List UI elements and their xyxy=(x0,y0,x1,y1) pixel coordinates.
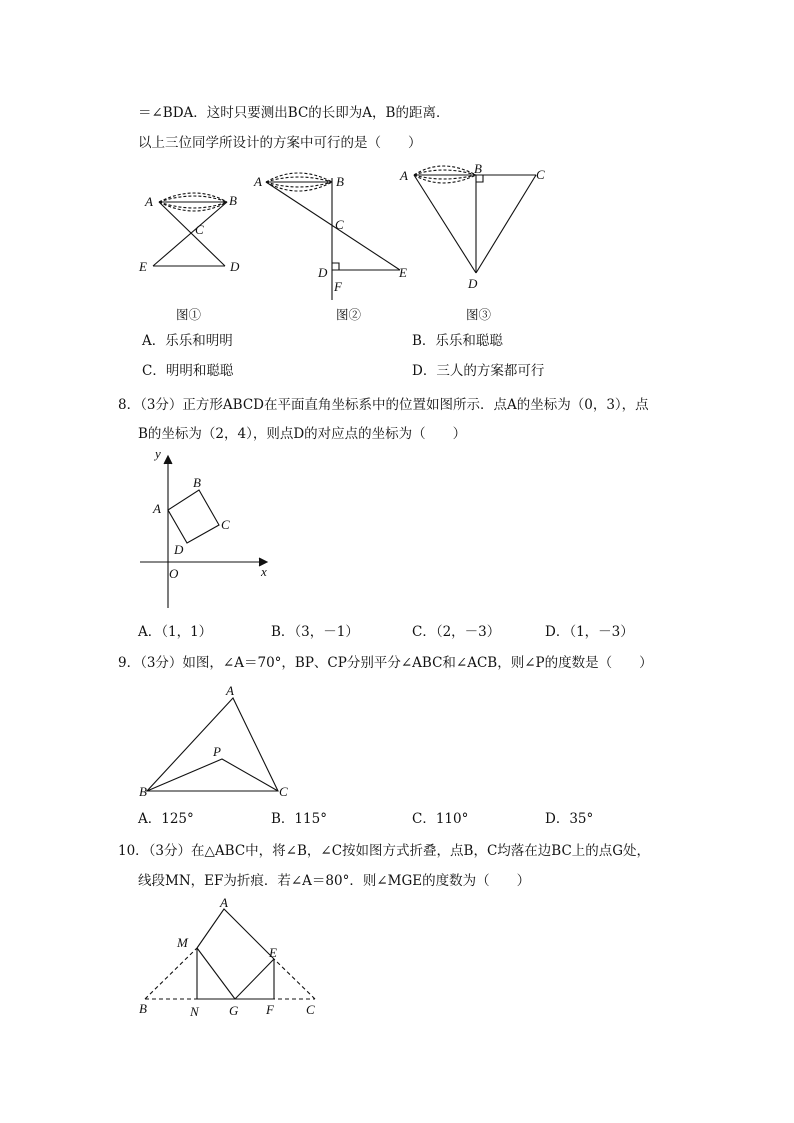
q9-stem-line1: 9．（3分）如图，∠A＝70°，BP、CP分别平分∠ABC和∠ACB，则∠P的度数是（ ） xyxy=(118,655,653,671)
q10-fold-figure xyxy=(135,895,335,1020)
q10-label-f: F xyxy=(266,1002,274,1017)
q10-label-a: A xyxy=(220,895,228,910)
q8-axis-y: y xyxy=(155,446,161,461)
q9-label-c: C xyxy=(279,784,288,799)
q9-option-c[interactable]: C．110° xyxy=(412,811,469,827)
q7-option-a[interactable]: A．乐乐和明明 xyxy=(142,333,233,349)
q7-option-d[interactable]: D．三人的方案都可行 xyxy=(412,363,545,379)
q7-figure-1 xyxy=(135,180,255,280)
fig1-label-b: B xyxy=(229,193,237,208)
q9-label-a: A xyxy=(226,683,234,698)
q7-continuation-line: ＝∠BDA．这时只要测出BC的长即为A，B的距离． xyxy=(138,105,450,121)
q8-option-d[interactable]: D．（1，－3） xyxy=(545,624,634,640)
fig2-label-b: B xyxy=(336,174,344,189)
q9-option-b[interactable]: B．115° xyxy=(271,811,327,827)
q8-origin: O xyxy=(169,566,179,581)
fig2-caption: 图② xyxy=(336,307,362,322)
q8-axis-x: x xyxy=(261,564,267,579)
fig3-label-b: B xyxy=(474,161,482,176)
q10-label-n: N xyxy=(190,1004,199,1019)
fig1-label-d: D xyxy=(230,259,240,274)
fig2-label-e: E xyxy=(399,265,407,280)
fig2-label-c: C xyxy=(335,217,344,232)
q7-option-b[interactable]: B．乐乐和聪聪 xyxy=(412,333,503,349)
q8-option-b[interactable]: B．（3，－1） xyxy=(271,624,359,640)
q10-label-g: G xyxy=(229,1003,239,1018)
q10-stem-line2: 线段MN，EF为折痕．若∠A＝80°．则∠MGE的度数为（ ） xyxy=(138,873,531,889)
q8-option-a[interactable]: A．（1，1） xyxy=(138,624,213,640)
q8-stem-line2: B的坐标为（2，4），则点D的对应点的坐标为（ ） xyxy=(138,426,467,442)
q8-label-b: B xyxy=(193,475,201,490)
fig2-label-f: F xyxy=(334,279,342,294)
q9-option-a[interactable]: A．125° xyxy=(138,811,194,827)
fig2-label-a: A xyxy=(254,174,262,189)
fig3-label-c: C xyxy=(536,167,545,182)
q10-label-e: E xyxy=(269,945,277,960)
fig1-label-c: C xyxy=(195,222,204,237)
q8-option-c[interactable]: C．（2，－3） xyxy=(412,624,501,640)
fig1-label-e: E xyxy=(139,259,147,274)
fig3-label-a: A xyxy=(400,168,408,183)
q9-label-b: B xyxy=(139,784,147,799)
q10-label-b: B xyxy=(139,1001,147,1016)
q7-question-line: 以上三位同学所设计的方案中可行的是（ ） xyxy=(138,135,422,151)
fig3-label-d: D xyxy=(468,276,478,291)
q10-stem-line1: 10．（3分）在△ABC中，将∠B，∠C按如图方式折叠，点B，C均落在边BC上的点G处， xyxy=(118,843,651,859)
fig2-label-d: D xyxy=(318,265,328,280)
q8-label-d: D xyxy=(174,542,184,557)
q7-option-c[interactable]: C．明明和聪聪 xyxy=(142,363,234,379)
q10-label-c: C xyxy=(306,1002,315,1017)
q8-label-a: A xyxy=(153,501,161,516)
q8-coordinate-figure xyxy=(135,446,285,610)
q8-stem-line1: 8．（3分）正方形ABCD在平面直角坐标系中的位置如图所示．点A的坐标为（0，3），点 xyxy=(118,397,649,413)
fig1-label-a: A xyxy=(145,194,153,209)
q8-label-c: C xyxy=(221,517,230,532)
q10-label-m: M xyxy=(177,935,188,950)
q9-label-p: P xyxy=(213,744,221,759)
fig3-caption: 图③ xyxy=(466,307,492,322)
q9-option-d[interactable]: D．35° xyxy=(545,811,594,827)
fig1-caption: 图① xyxy=(176,307,202,322)
q9-triangle-figure xyxy=(135,680,295,800)
q7-figure-3 xyxy=(396,155,556,295)
